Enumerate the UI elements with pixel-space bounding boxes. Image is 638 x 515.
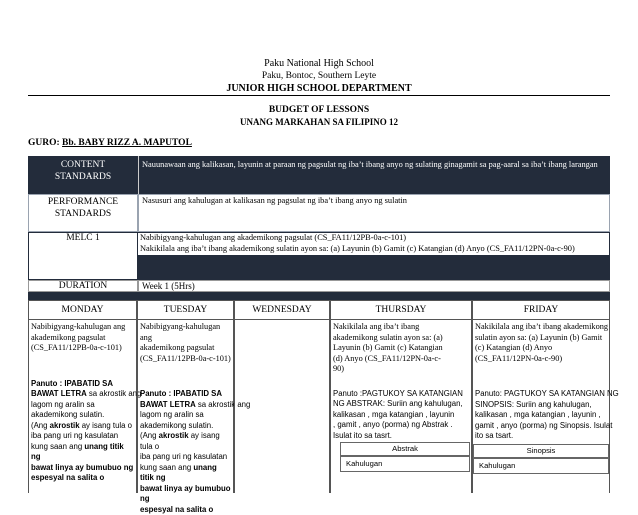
performance-standards-label-cell <box>28 194 138 232</box>
tuesday-panuto-line-7: bawat linya ay bumubuo ng <box>140 483 231 504</box>
tuesday-panuto-title: Panuto : IPABATID SA <box>140 389 223 399</box>
performance-standards-text-cell <box>138 194 610 232</box>
monday-panuto-line-1: BAWAT LETRA sa akrostik ang <box>31 389 142 399</box>
thursday-panuto-2: NG ABSTRAK: Suriin ang kahulugan, <box>333 399 463 409</box>
tuesday-panuto-line-3: akademikong sulatin. <box>140 420 214 430</box>
teacher-line <box>28 138 192 148</box>
thursday-panuto-5: Isulat ito sa tasrt. <box>333 430 392 440</box>
melc-line-1: Nabibigyang-kahulugan ang akademikong pagsulat (CS_FA11/12PB-0a-c-101) <box>140 233 407 242</box>
friday-melc-4: (CS_FA11/12PN-0a-c-90) <box>475 353 563 363</box>
thursday-chart-row: Kahulugan <box>340 456 470 472</box>
melc-text-cell <box>138 233 609 255</box>
monday-melc-2: akademikong pagsulat <box>31 332 106 342</box>
friday-chart-header: Sinopsis <box>473 444 609 458</box>
monday-panuto-line-3: akademikong sulatin. <box>31 410 105 420</box>
tuesday-panuto-line-8: espesyal na salita o <box>140 504 214 514</box>
monday-panuto-line-7: bawat linya ay bumubuo ng <box>31 462 134 472</box>
friday-instructions <box>475 389 619 442</box>
teacher-name: Bb. BABY RIZZ A. MAPUTOL <box>62 138 192 148</box>
thursday-melc-1: Nakikilala ang iba’t ibang <box>333 322 420 331</box>
tuesday-panuto-line-5: iba pang uri ng kasulatan <box>140 452 228 462</box>
performance-standards-text: Nasusuri ang kahulugan at kalikasan ng pagsulat ng iba’t ibang anyo ng sulatin <box>142 196 407 205</box>
tuesday-melc-2: akademikong pagsulat <box>140 343 215 353</box>
friday-panuto-3: kalikasan , mga katangian , layunin , <box>475 410 601 420</box>
friday-panuto-1: Panuto: PAGTUKOY SA KATANGIAN NG <box>475 389 619 399</box>
teacher-label: GURO: <box>28 138 63 148</box>
melc-label-cell <box>29 233 137 279</box>
document-title: BUDGET OF LESSONS <box>268 105 370 115</box>
monday-instructions <box>31 378 142 484</box>
thursday-instructions <box>333 389 469 442</box>
duration-text-cell <box>138 280 610 292</box>
subject-title: UNANG MARKAHAN SA FILIPINO 12 <box>239 117 398 127</box>
friday-panuto-4: gamit , anyo (porma) ng Sinopsis. Isulat <box>475 420 613 430</box>
monday-melc-3: (CS_FA11/12PB-0a-c-101) <box>31 343 122 353</box>
content-standards-text-cell <box>138 156 610 194</box>
melc-label: MELC 1 <box>66 233 100 243</box>
thursday-panuto-3: kalikasan , mga katangian , layunin <box>333 409 455 419</box>
content-standards-label: CONTENT STANDARDS <box>54 160 112 182</box>
header-divider <box>28 95 610 96</box>
day-header-friday: FRIDAY <box>472 300 610 320</box>
monday-melc-1: Nabibigyang-kahulugan ang <box>31 322 126 331</box>
department-title: JUNIOR HIGH SCHOOL DEPARTMENT <box>226 83 412 94</box>
thursday-melc-2: akademikong sulatin ayon sa: (a) <box>333 332 443 342</box>
duration-bar <box>28 292 610 300</box>
tuesday-melc-3: (CS_FA11/12PB-0a-c-101) <box>140 353 231 363</box>
monday-panuto-line-5: iba pang uri ng kasulatan <box>31 431 119 441</box>
wednesday-column <box>234 320 330 493</box>
friday-melc-3: (c) Katangian (d) Anyo <box>475 343 553 353</box>
day-header-thursday: THURSDAY <box>330 300 472 320</box>
thursday-melc-3: Layunin (b) Gamit (c) Katangian <box>333 343 443 353</box>
thursday-melc-4: (d) Anyo (CS_FA11/12PN-0a-c- <box>333 353 441 363</box>
friday-chart-row: Kahulugan <box>473 458 609 474</box>
thursday-chart-header: Abstrak <box>340 442 470 456</box>
tuesday-melc-1: Nabibigyang-kahulugan ang <box>140 322 221 342</box>
day-header-wednesday: WEDNESDAY <box>234 300 330 320</box>
monday-panuto-line-2: lagom ng aralin sa <box>31 399 95 409</box>
friday-panuto-5: ito sa tsart. <box>475 431 514 441</box>
content-standards-text: Nauunawaan ang kalikasan, layunin at paraan ng pagsulat ng iba’t ibang anyo ng sulating ginagamit sa pag-aaral sa iba’t ibang larangan <box>142 160 598 169</box>
friday-melc-2: sulatin ayon sa: (a) Layunin (b) Gamit <box>475 332 603 342</box>
tuesday-panuto-line-1: BAWAT LETRA sa akrostik ang <box>140 399 251 409</box>
monday-column <box>28 320 142 493</box>
melc-line-2: Nakikilala ang iba’t ibang akademikong sulatin ayon sa: (a) Layunin (b) Gamit (c) Katangian (d) Anyo (CS_FA11/12PN-0a-c-90) <box>140 243 575 253</box>
friday-panuto-2: SINOPSIS: Suriin ang kahulugan, <box>475 399 592 409</box>
duration-label-cell <box>28 280 138 292</box>
tuesday-panuto-line-4: (Ang akrostik ay isang tula o <box>140 431 220 451</box>
monday-panuto-title: Panuto : IPABATID SA <box>31 378 114 388</box>
monday-panuto-line-8: espesyal na salita o <box>31 473 105 483</box>
duration-text: Week 1 (5Hrs) <box>142 281 195 291</box>
duration-label: DURATION <box>58 281 108 291</box>
monday-panuto-line-4: (Ang akrostik ay isang tula o <box>31 420 132 430</box>
thursday-panuto-4: , gamit , anyo (porma) ng Abstrak . <box>333 420 453 430</box>
friday-melc-1: Nakikilala ang iba’t ibang akademikong <box>475 322 609 331</box>
thursday-melc-5: 90) <box>333 364 345 374</box>
tuesday-panuto-line-2: lagom ng aralin sa <box>140 410 204 420</box>
tuesday-column <box>137 320 251 514</box>
tuesday-panuto-line-6: kung saan ang unang titik ng <box>140 462 217 483</box>
performance-standards-label: PERFORMANCE STANDARDS <box>47 197 119 219</box>
day-header-monday: MONDAY <box>28 300 137 320</box>
tuesday-instructions <box>140 389 251 515</box>
school-name: Paku National High School <box>264 58 374 69</box>
day-header-tuesday: TUESDAY <box>137 300 234 320</box>
thursday-panuto-1: Panuto :PAGTUKOY SA KATANGIAN <box>333 388 463 398</box>
school-address: Paku, Bontoc, Southern Leyte <box>261 71 377 81</box>
monday-panuto-line-6: kung saan ang unang titik ng <box>31 441 124 462</box>
content-standards-label-cell <box>28 156 138 194</box>
